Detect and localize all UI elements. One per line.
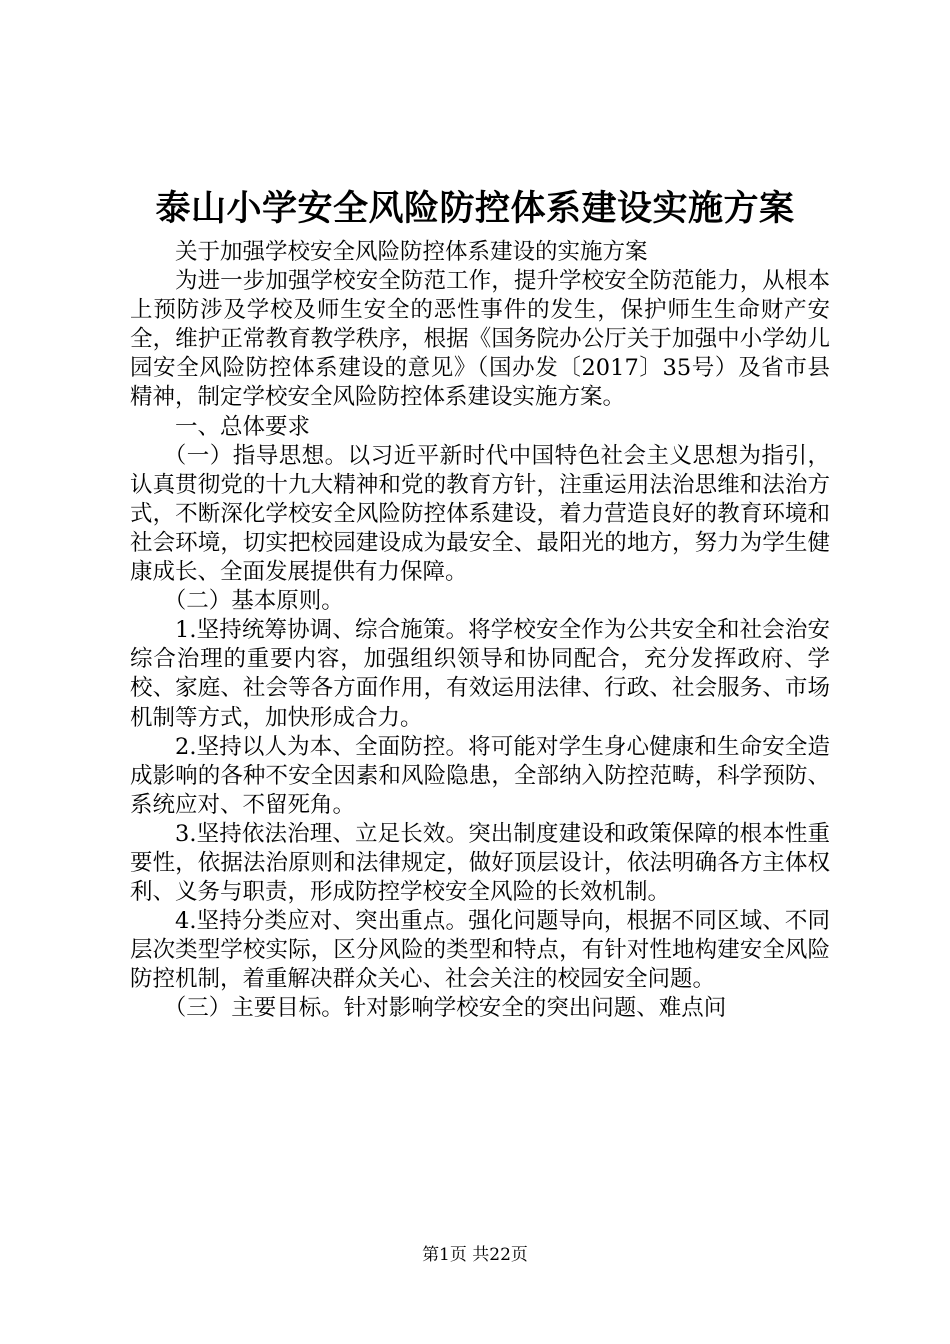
document-title: 泰山小学安全风险防控体系建设实施方案 bbox=[155, 188, 795, 229]
principle-3-paragraph: 3.坚持依法治理、立足长效。突出制度建设和政策保障的根本性重要性，依据法治原则和法律规定，做好顶层设计，依法明确各方主体权利、义务与职责，形成防控学校安全风险的长效机制。 bbox=[130, 820, 830, 906]
document-body bbox=[130, 238, 830, 1024]
principle-1-paragraph: 1.坚持统筹协调、综合施策。将学校安全作为公共安全和社会治安综合治理的重要内容，加强组织领导和协同配合，充分发挥政府、学校、家庭、社会等各方面作用，有效运用法律、行政、社会服务、市场机制等方式，加快形成合力。 bbox=[130, 617, 830, 731]
guiding-ideology-paragraph: （一）指导思想。以习近平新时代中国特色社会主义思想为指引，认真贯彻党的十九大精神和党的教育方针，注重运用法治思维和法治方式，不断深化学校安全风险防控体系建设，着力营造良好的教育环境和社会环境，切实把校园建设成为最安全、最阳光的地方，努力为学生健康成长、全面发展提供有力保障。 bbox=[130, 442, 830, 586]
page-footer: 第1页 共22页 bbox=[422, 1245, 528, 1265]
principle-2-paragraph: 2.坚持以人为本、全面防控。将可能对学生身心健康和生命安全造成影响的各种不安全因素和风险隐患，全部纳入防控范畴，科学预防、系统应对、不留死角。 bbox=[130, 733, 830, 818]
section-heading: 一、总体要求 bbox=[175, 413, 311, 440]
basic-principles-heading: （二）基本原则。 bbox=[163, 588, 344, 615]
intro-paragraph: 为进一步加强学校安全防范工作，提升学校安全防范能力，从根本上预防涉及学校及师生安全的恶性事件的发生，保护师生生命财产安全，维护正常教育教学秩序，根据《国务院办公厅关于加强中小学幼儿园安全风险防控体系建设的意见》（国办发〔2017〕35号）及省市县精神，制定学校安全风险防控体系建设实施方案。 bbox=[130, 268, 830, 411]
principle-4-paragraph: 4.坚持分类应对、突出重点。强化问题导向，根据不同区域、不同层次类型学校实际，区分风险的类型和特点，有针对性地构建安全风险防控机制，着重解决群众关心、社会关注的校园安全问题。 bbox=[130, 908, 830, 993]
main-goals-paragraph: （三）主要目标。针对影响学校安全的突出问题、难点问 bbox=[163, 995, 727, 1022]
subtitle-paragraph: 关于加强学校安全风险防控体系建设的实施方案 bbox=[175, 239, 648, 265]
